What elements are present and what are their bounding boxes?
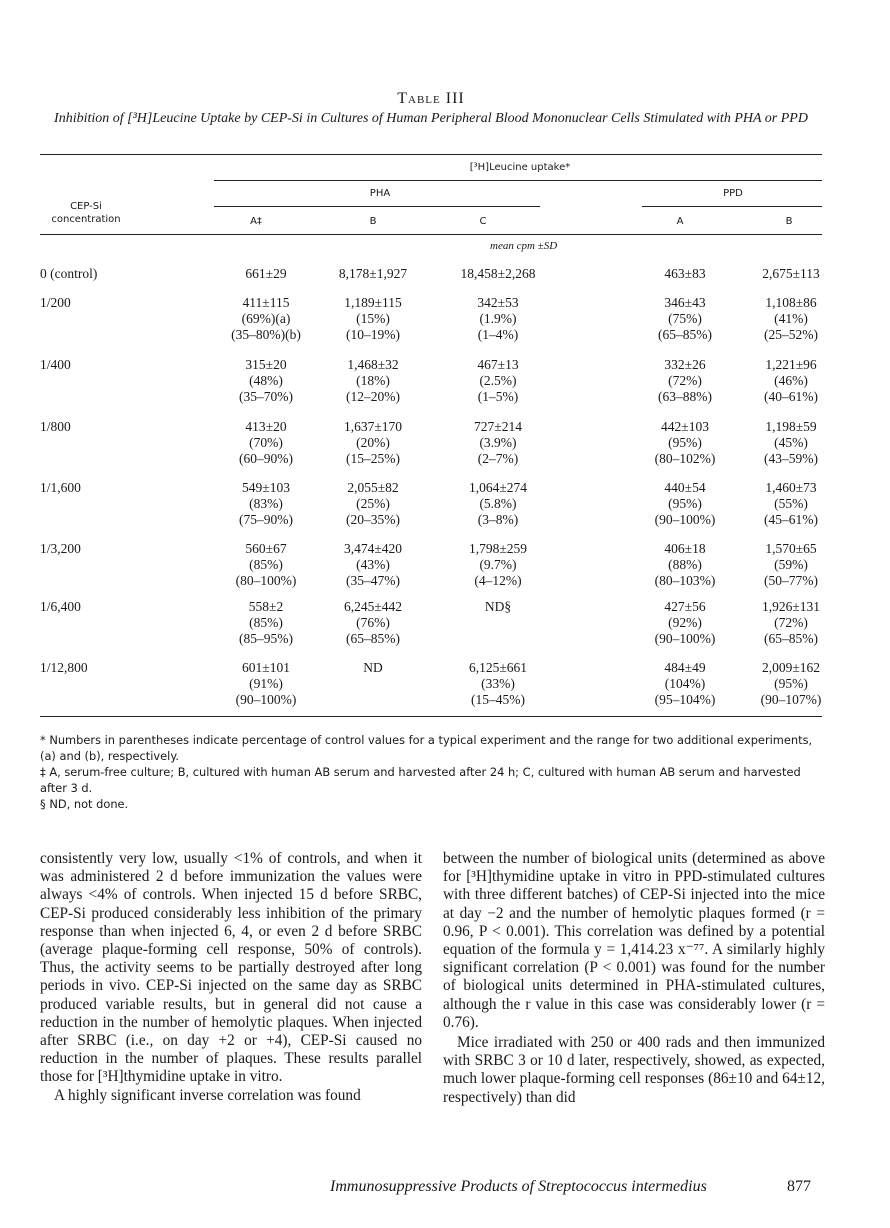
cell-line: (104%) — [664, 676, 706, 691]
table-bottom-rule — [40, 716, 822, 717]
cell-ppd-a — [630, 660, 740, 708]
cell-line: (69%)(a) — [241, 311, 291, 326]
cell-line: (1.9%) — [479, 311, 517, 326]
cell-line: (60–90%) — [239, 451, 293, 466]
cell-ppd-a — [630, 357, 740, 405]
cell-line: (85–95%) — [239, 631, 293, 646]
cell-pha-a — [211, 660, 321, 708]
cell-line: 2,009±162 — [761, 660, 821, 675]
cell-line: (12–20%) — [346, 389, 400, 404]
table-footnotes — [40, 732, 830, 812]
table-caption — [40, 90, 822, 128]
pha-rule — [214, 206, 540, 207]
cell-pha-a — [211, 599, 321, 647]
cell-line: 3,474±420 — [343, 541, 403, 556]
cell-line: 2,675±113 — [762, 266, 820, 281]
cell-line: (20%) — [356, 435, 390, 450]
cell-line: (75–90%) — [239, 512, 293, 527]
cell-line: (90–107%) — [760, 692, 822, 707]
cell-line: (80–102%) — [654, 451, 716, 466]
cell-line: (63–88%) — [658, 389, 712, 404]
cell-line: 442±103 — [661, 419, 709, 434]
cell-ppd-b — [741, 660, 841, 708]
pha-header: PHA — [369, 188, 391, 199]
cell-line: (43–59%) — [764, 451, 818, 466]
cell-line: (90–100%) — [654, 631, 716, 646]
cell-line: 1,189±115 — [344, 295, 402, 310]
cell-line: (15–25%) — [346, 451, 400, 466]
cell-ppd-b — [741, 599, 841, 647]
uptake-rule — [214, 180, 822, 181]
cell-line: (35–70%) — [239, 389, 293, 404]
cell-ppd-a — [630, 599, 740, 647]
footnote: ‡ A, serum-free culture; B, cultured with human AB serum and harvested after 24 h; C, cultured with human AB serum and harvested after 3 d. — [40, 765, 801, 795]
cell-line: 727±214 — [474, 419, 522, 434]
cell-line: (2–7%) — [477, 451, 519, 466]
cell-line: (90–100%) — [235, 692, 297, 707]
cell-pha-c — [438, 295, 558, 343]
cell-pha-c — [438, 480, 558, 528]
cell-line: (65–85%) — [764, 631, 818, 646]
cell-line: (46%) — [774, 373, 808, 388]
row-concentration: 1/400 — [40, 357, 71, 372]
cell-line: (95%) — [774, 676, 808, 691]
footnote: * Numbers in parentheses indicate percentage of control values for a typical experiment and the range for two additional experiments, (a) and (b), respectively. — [40, 733, 813, 763]
row-concentration: 1/200 — [40, 295, 71, 310]
cell-pha-a — [211, 266, 321, 282]
cell-ppd-b — [741, 419, 841, 467]
cell-line: (91%) — [249, 676, 283, 691]
col-header-ppd-a: A — [676, 216, 684, 227]
cell-ppd-b — [741, 266, 841, 282]
units-label: mean cpm ±SD — [490, 240, 558, 252]
col-header-ppd-b: B — [785, 216, 793, 227]
cell-line: (35–80%)(b) — [231, 327, 301, 342]
cell-line: (90–100%) — [654, 512, 716, 527]
cell-line: (45–61%) — [764, 512, 818, 527]
cell-line: (15%) — [356, 311, 390, 326]
cell-line: (95%) — [668, 496, 702, 511]
cell-line: 8,178±1,927 — [338, 266, 408, 281]
col-header-pha-a: A‡ — [250, 216, 262, 227]
cell-line: (20–35%) — [346, 512, 400, 527]
cell-line: (55%) — [774, 496, 808, 511]
header-bottom-rule — [40, 234, 822, 235]
cell-ppd-a — [630, 480, 740, 528]
cell-line: (43%) — [356, 557, 390, 572]
cell-pha-c — [438, 266, 558, 282]
paragraph: A highly significant inverse correlation was found — [54, 1086, 361, 1104]
cell-line: 315±20 — [245, 357, 287, 372]
cell-line: (25%) — [356, 496, 390, 511]
col-header-pha-b: B — [369, 216, 377, 227]
cell-line: (59%) — [774, 557, 808, 572]
cell-line: 1,798±259 — [468, 541, 528, 556]
cell-line: (65–85%) — [658, 327, 712, 342]
cell-line: 1,926±131 — [761, 599, 821, 614]
cell-line: (40–61%) — [764, 389, 818, 404]
cell-pha-b — [313, 357, 433, 405]
cell-line: 1,198±59 — [765, 419, 817, 434]
cell-ppd-a — [630, 419, 740, 467]
ppd-header: PPD — [723, 188, 743, 199]
cell-line: (45%) — [774, 435, 808, 450]
running-head: Immunosuppressive Products of Streptococcus intermedius — [330, 1178, 707, 1195]
cell-line: (85%) — [249, 557, 283, 572]
cell-ppd-b — [741, 295, 841, 343]
cell-line: (10–19%) — [346, 327, 400, 342]
cell-line: 413±20 — [245, 419, 287, 434]
cell-line: 467±13 — [477, 357, 519, 372]
cell-line: 1,221±96 — [765, 357, 817, 372]
left-column — [40, 850, 422, 1105]
cell-line: (25–52%) — [764, 327, 818, 342]
cell-line: (5.8%) — [479, 496, 517, 511]
cell-ppd-a — [630, 541, 740, 589]
row-concentration: 1/800 — [40, 419, 71, 434]
cell-ppd-b — [741, 480, 841, 528]
paragraph: consistently very low, usually <1% of controls, and when it was administered 2 d before immunization the values were always <4% of controls. When injected 15 d before SRBC, CEP-Si produced considerably less inhibition of the primary response than when injected 6, 4, or even 2 d before SRBC (average plaque-forming cell response, 50% of controls). Thus, the activity seems to be partially destroyed after long periods in vivo. CEP-Si injected on the same day as SRBC produced variable results, but in general did not cause a reduction in the number of hemolytic plaques. When injected after SRBC (i.e., on day +2 or +4), CEP-Si caused no reduction in the number of plaques. These results parallel those for [³H]thymidine uptake in vitro. — [40, 850, 422, 1086]
cell-line: (72%) — [774, 615, 808, 630]
cell-line: 1,064±274 — [468, 480, 528, 495]
cell-line: (85%) — [249, 615, 283, 630]
cell-line: 18,458±2,268 — [460, 266, 536, 281]
table-top-rule — [40, 154, 822, 155]
cell-line: (3–8%) — [477, 512, 519, 527]
cell-line: (33%) — [481, 676, 515, 691]
cell-pha-b — [313, 295, 433, 343]
cell-pha-b — [313, 419, 433, 467]
cell-line: 549±103 — [242, 480, 290, 495]
cell-line: 1,468±32 — [347, 357, 399, 372]
cell-pha-c — [438, 660, 558, 708]
cell-line: (4–12%) — [474, 573, 522, 588]
cell-line: 440±54 — [664, 480, 706, 495]
cell-line: (2.5%) — [479, 373, 517, 388]
cell-ppd-a — [630, 295, 740, 343]
cell-pha-c — [438, 541, 558, 589]
right-column — [443, 850, 825, 1107]
page-number: 877 — [787, 1178, 811, 1195]
cell-line: (18%) — [356, 373, 390, 388]
paragraph: Mice irradiated with 250 or 400 rads and then immunized with SRBC 3 or 10 d later, respectively, showed, as expected, much lower plaque-forming cell responses (86±10 and 64±12, respectively) than did — [443, 1034, 825, 1106]
cell-pha-a — [211, 357, 321, 405]
cell-line: (80–103%) — [654, 573, 716, 588]
cell-pha-a — [211, 480, 321, 528]
cell-line: (88%) — [668, 557, 702, 572]
cell-line: ND§ — [484, 599, 512, 614]
row-concentration: 1/1,600 — [40, 480, 81, 495]
cell-pha-a — [211, 541, 321, 589]
cell-ppd-b — [741, 541, 841, 589]
row-concentration: 1/12,800 — [40, 660, 88, 675]
cell-line: 6,245±442 — [343, 599, 403, 614]
cell-pha-c — [438, 357, 558, 405]
cell-line: (15–45%) — [471, 692, 525, 707]
table-subtitle: Inhibition of [³H]Leucine Uptake by CEP-Si in Cultures of Human Peripheral Blood Mononuclear Cells Stimulated with PHA or PPD — [54, 111, 808, 126]
cell-line: 6,125±661 — [468, 660, 528, 675]
cell-line: 342±53 — [477, 295, 519, 310]
row-concentration: 0 (control) — [40, 266, 98, 281]
cell-line: (95–104%) — [654, 692, 716, 707]
cell-pha-c — [438, 419, 558, 467]
cell-line: (48%) — [249, 373, 283, 388]
cell-line: ND — [363, 660, 383, 675]
row-concentration: 1/6,400 — [40, 599, 81, 614]
cell-line: 406±18 — [664, 541, 706, 556]
paragraph: between the number of biological units (determined as above for [³H]thymidine uptake in vitro in PPD-stimulated cultures with three different batches) of CEP-Si injected into the mice at day −2 and the number of hemolytic plaques formed (r = 0.96, P < 0.001). This correlation was defined by a potential equation of the formula y = 1,414.23 x⁻⁷⁷. A similarly highly significant correlation (P < 0.001) was found for the number of biological units determined in PHA-stimulated cultures, although the r value in this case was considerably lower (r = 0.76). — [443, 850, 825, 1031]
concentration-header: CEP-Si concentration — [51, 201, 121, 225]
row-concentration: 1/3,200 — [40, 541, 81, 556]
cell-line: (80–100%) — [235, 573, 297, 588]
cell-line: (65–85%) — [346, 631, 400, 646]
cell-pha-b — [313, 599, 433, 647]
cell-line: 1,570±65 — [765, 541, 817, 556]
cell-line: (92%) — [668, 615, 702, 630]
table-title: Table III — [397, 90, 465, 107]
ppd-rule — [642, 206, 822, 207]
cell-line: (9.7%) — [479, 557, 517, 572]
cell-line: (76%) — [356, 615, 390, 630]
cell-line: 1,108±86 — [765, 295, 817, 310]
col-header-pha-c: C — [479, 216, 487, 227]
cell-pha-a — [211, 295, 321, 343]
cell-pha-b — [313, 480, 433, 528]
cell-line: 558±2 — [248, 599, 284, 614]
footnote: § ND, not done. — [40, 797, 129, 811]
cell-line: 411±115 — [242, 295, 290, 310]
cell-ppd-b — [741, 357, 841, 405]
cell-line: 427±56 — [664, 599, 706, 614]
cell-line: (70%) — [249, 435, 283, 450]
cell-pha-b — [313, 266, 433, 282]
cell-line: 661±29 — [245, 266, 287, 281]
cell-pha-c — [438, 599, 558, 615]
cell-line: 560±67 — [245, 541, 287, 556]
cell-line: (1–5%) — [477, 389, 519, 404]
cell-line: (75%) — [668, 311, 702, 326]
cell-line: (83%) — [249, 496, 283, 511]
cell-pha-a — [211, 419, 321, 467]
cell-line: 2,055±82 — [347, 480, 399, 495]
cell-line: 332±26 — [664, 357, 706, 372]
uptake-group-header: [³H]Leucine uptake* — [469, 162, 571, 173]
cell-line: (50–77%) — [764, 573, 818, 588]
cell-line: 1,637±170 — [343, 419, 403, 434]
cell-line: (1–4%) — [477, 327, 519, 342]
cell-line: (72%) — [668, 373, 702, 388]
cell-ppd-a — [630, 266, 740, 282]
cell-line: (35–47%) — [346, 573, 400, 588]
cell-line: (95%) — [668, 435, 702, 450]
cell-line: 463±83 — [664, 266, 706, 281]
cell-line: (41%) — [774, 311, 808, 326]
cell-line: (3.9%) — [479, 435, 517, 450]
cell-line: 484±49 — [664, 660, 706, 675]
cell-line: 1,460±73 — [765, 480, 817, 495]
cell-pha-b — [313, 660, 433, 676]
cell-pha-b — [313, 541, 433, 589]
cell-line: 346±43 — [664, 295, 706, 310]
cell-line: 601±101 — [242, 660, 290, 675]
